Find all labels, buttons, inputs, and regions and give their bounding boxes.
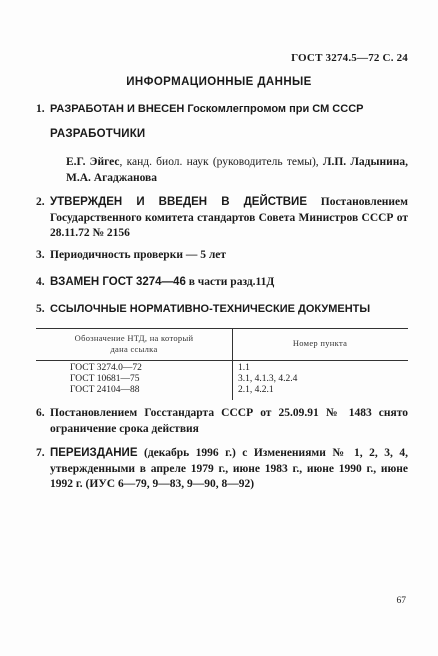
table-row-2-doc: ГОСТ 10681—75 — [70, 374, 140, 384]
item-1-text: РАЗРАБОТАН И ВНЕСЕН Госкомлегпромом при СМ СССР — [50, 103, 364, 115]
item-2-rest: Постановлением Государственного комитета стандартов Совета Министров СССР от 28.11.72 № 2156 — [50, 196, 408, 239]
developer-lead-name: Е.Г. Эйгес — [66, 156, 120, 168]
page-number: 67 — [396, 596, 406, 606]
item-2-lead: УТВЕРЖДЕН И ВВЕДЕН В ДЕЙСТВИЕ — [50, 196, 307, 208]
table-header-document-line1: Обозначение НТД, на который — [74, 333, 194, 343]
item-1 — [36, 102, 408, 118]
page-title: ИНФОРМАЦИОННЫЕ ДАННЫЕ — [126, 76, 312, 88]
item-4-rest: в части разд.11Д — [185, 276, 275, 288]
table-row-3-point: 2.1, 4.2.1 — [238, 385, 274, 395]
developer-other-names: Л.П. Ладынина, М.А. Агаджанова — [66, 156, 408, 184]
developers-heading: РАЗРАБОТЧИКИ — [50, 128, 146, 140]
item-7-number: 7. — [36, 447, 45, 459]
item-5-text: ССЫЛОЧНЫЕ НОРМАТИВНО-ТЕХНИЧЕСКИЕ ДОКУМЕНТЫ — [50, 303, 371, 315]
item-5-number: 5. — [36, 303, 45, 315]
table-header-document-line2: дана ссылка — [110, 343, 158, 354]
item-6 — [36, 406, 408, 437]
table-row-3-doc: ГОСТ 24104—88 — [70, 385, 140, 395]
item-7 — [36, 446, 408, 493]
item-7-rest: (декабрь 1996 г.) с Изменениями № 1, 2, 3, 4, утвержденными в апреле 1979 г., июне 1983 г., июне 1990 г., июне 1992 г. (ИУС 6—79, 9—83, 9—90, 8—92) — [50, 447, 408, 490]
item-5 — [36, 302, 408, 318]
item-6-number: 6. — [36, 407, 45, 419]
item-7-text — [50, 446, 408, 493]
item-2-number: 2. — [36, 196, 45, 208]
item-2-text — [50, 195, 408, 242]
item-4-text — [50, 275, 408, 291]
table-header-document — [36, 333, 232, 354]
table-row-2-point: 3.1, 4.1.3, 4.2.4 — [238, 374, 298, 384]
item-4-lead: ВЗАМЕН ГОСТ 3274—46 — [50, 276, 186, 288]
developer-lead-details: , канд. биол. наук (руководитель темы), — [119, 156, 323, 168]
table-header-point: Номер пункта — [292, 338, 348, 348]
item-3-number: 3. — [36, 249, 45, 261]
developers-list — [66, 154, 408, 186]
item-6-text: Постановлением Госстандарта СССР от 25.09.91 № 1483 снято ограничение срока действия — [50, 407, 408, 435]
table-header-rule — [36, 360, 408, 361]
item-4-number: 4. — [36, 276, 45, 288]
item-3-text: Периодичность проверки — 5 лет — [50, 249, 227, 261]
item-7-lead: ПЕРЕИЗДАНИЕ — [50, 447, 138, 459]
item-3 — [36, 248, 408, 264]
item-4 — [36, 275, 408, 291]
item-2 — [36, 195, 408, 242]
table-top-rule — [36, 328, 408, 329]
table-row-1-doc: ГОСТ 3274.0—72 — [70, 363, 142, 373]
standard-header: ГОСТ 3274.5—72 С. 24 — [291, 52, 408, 64]
table-row-1-point: 1.1 — [238, 363, 250, 373]
item-1-number: 1. — [36, 103, 45, 115]
